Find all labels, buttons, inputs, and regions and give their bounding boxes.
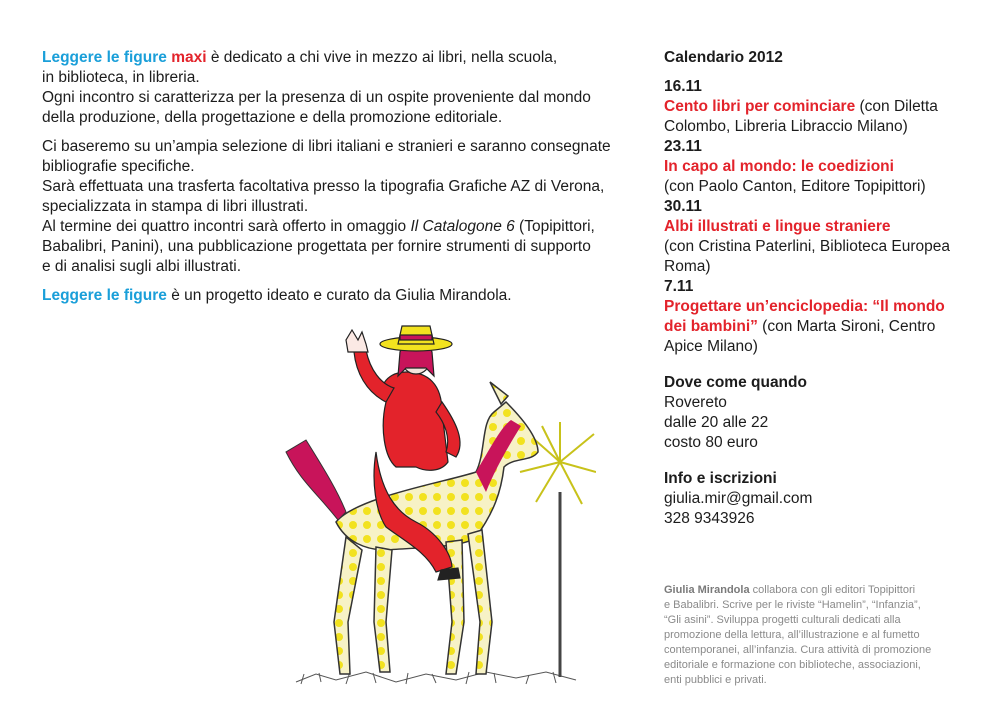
event-date: 16.11 <box>664 78 702 95</box>
event-guest: (con Marta Sironi, Centro <box>757 318 936 335</box>
bio-line-4: promozione della lettura, all’illustrazione e al fumetto <box>664 629 920 641</box>
intro-line-3: Ogni incontro si caratterizza per la presenza di un ospite proveniente dal mondo <box>42 89 591 106</box>
details-line-1: Ci baseremo su un’ampia selezione di libri italiani e stranieri e saranno consegnate <box>42 138 611 155</box>
details-line-2: bibliografie specifiche. <box>42 158 195 175</box>
event-date: 30.11 <box>664 198 702 215</box>
intro-line-4: della produzione, della progettazione e della promozione editoriale. <box>42 109 503 126</box>
author-bio <box>664 583 964 688</box>
event-date: 7.11 <box>664 278 694 295</box>
info-phone: 328 9343926 <box>664 510 755 527</box>
tail-icon <box>286 440 346 520</box>
bio-line-5: contemporanei, all’infanzia. Cura attività di promozione <box>664 644 932 656</box>
event-guest-detail: (con Cristina Paterlini, Biblioteca Europea <box>664 238 951 255</box>
event-guest: (con Diletta <box>855 98 938 115</box>
info-email: giulia.mir@gmail.com <box>664 490 813 507</box>
maxi-label: maxi <box>171 49 207 66</box>
bio-line-2: e Babalibri. Scrive per le riviste “Hamelin”, “Infanzia”, <box>664 599 921 611</box>
event-date: 23.11 <box>664 138 702 155</box>
palm-tree-icon <box>520 422 596 677</box>
event-title-cont: dei bambini” <box>664 318 758 335</box>
credit-text: è un progetto ideato e curato da Giulia Mirandola. <box>166 287 512 304</box>
info-heading: Info e iscrizioni <box>664 470 777 487</box>
bio-line-7: enti pubblici e privati. <box>664 674 767 686</box>
bio-line-3: “Gli asini”. Sviluppa progetti culturali dedicati alla <box>664 614 901 626</box>
bio-line-1: collabora con gli editori Topipittori <box>749 584 916 596</box>
event-title: Albi illustrati e lingue straniere <box>664 218 891 235</box>
details-line-3: Sarà effettuata una trasferta facoltativa presso la tipografia Grafiche AZ di Verona, <box>42 178 605 195</box>
info-section <box>664 469 974 529</box>
rider-on-donkey-illustration <box>276 322 596 694</box>
event-item-3 <box>664 197 974 277</box>
event-title: Cento libri per cominciare <box>664 98 856 115</box>
calendar-column <box>664 48 974 529</box>
where-cost: costo 80 euro <box>664 434 758 451</box>
event-guest-detail: Apice Milano) <box>664 338 758 355</box>
bio-name: Giulia Mirandola <box>664 584 750 596</box>
credit-paragraph <box>42 286 642 306</box>
details-line-7: e di analisi sugli albi illustrati. <box>42 258 242 275</box>
event-guest-detail: (con Paolo Canton, Editore Topipittori) <box>664 178 926 195</box>
intro-line-2: in biblioteca, in libreria. <box>42 69 200 86</box>
event-guest-detail: Colombo, Libreria Libraccio Milano) <box>664 118 908 135</box>
catalogue-title: Il Catalogone 6 <box>410 218 515 235</box>
event-item-4 <box>664 277 974 357</box>
intro-line-1: è dedicato a chi vive in mezzo ai libri, nella scuola, <box>206 49 558 66</box>
bio-line-6: editoriale e formazione con biblioteche, associazioni, <box>664 659 921 671</box>
details-line-4: specializzata in stampa di libri illustrati. <box>42 198 309 215</box>
event-item-1 <box>664 77 974 137</box>
where-hours: dalle 20 alle 22 <box>664 414 769 431</box>
where-heading: Dove come quando <box>664 374 807 391</box>
where-section <box>664 373 974 453</box>
calendar-heading: Calendario 2012 <box>664 49 783 66</box>
event-guest-detail-2: Roma) <box>664 258 711 275</box>
event-title: Progettare un’enciclopedia: “Il mondo <box>664 298 945 315</box>
grass-icon <box>296 672 576 684</box>
details-line-6: Babalibri, Panini), una pubblicazione progettata per fornire strumenti di supporto <box>42 238 591 255</box>
intro-column <box>42 48 642 315</box>
credit-brand: Leggere le figure <box>42 287 167 304</box>
intro-paragraph <box>42 48 642 128</box>
details-paragraph <box>42 137 642 277</box>
event-title: In capo al mondo: le coedizioni <box>664 158 894 175</box>
event-item-2 <box>664 137 974 197</box>
details-line-5: Al termine dei quattro incontri sarà offerto in omaggio Il Catalogone 6 (Topipittori, <box>42 218 595 235</box>
brand-name: Leggere le figure <box>42 49 167 66</box>
where-city: Rovereto <box>664 394 727 411</box>
